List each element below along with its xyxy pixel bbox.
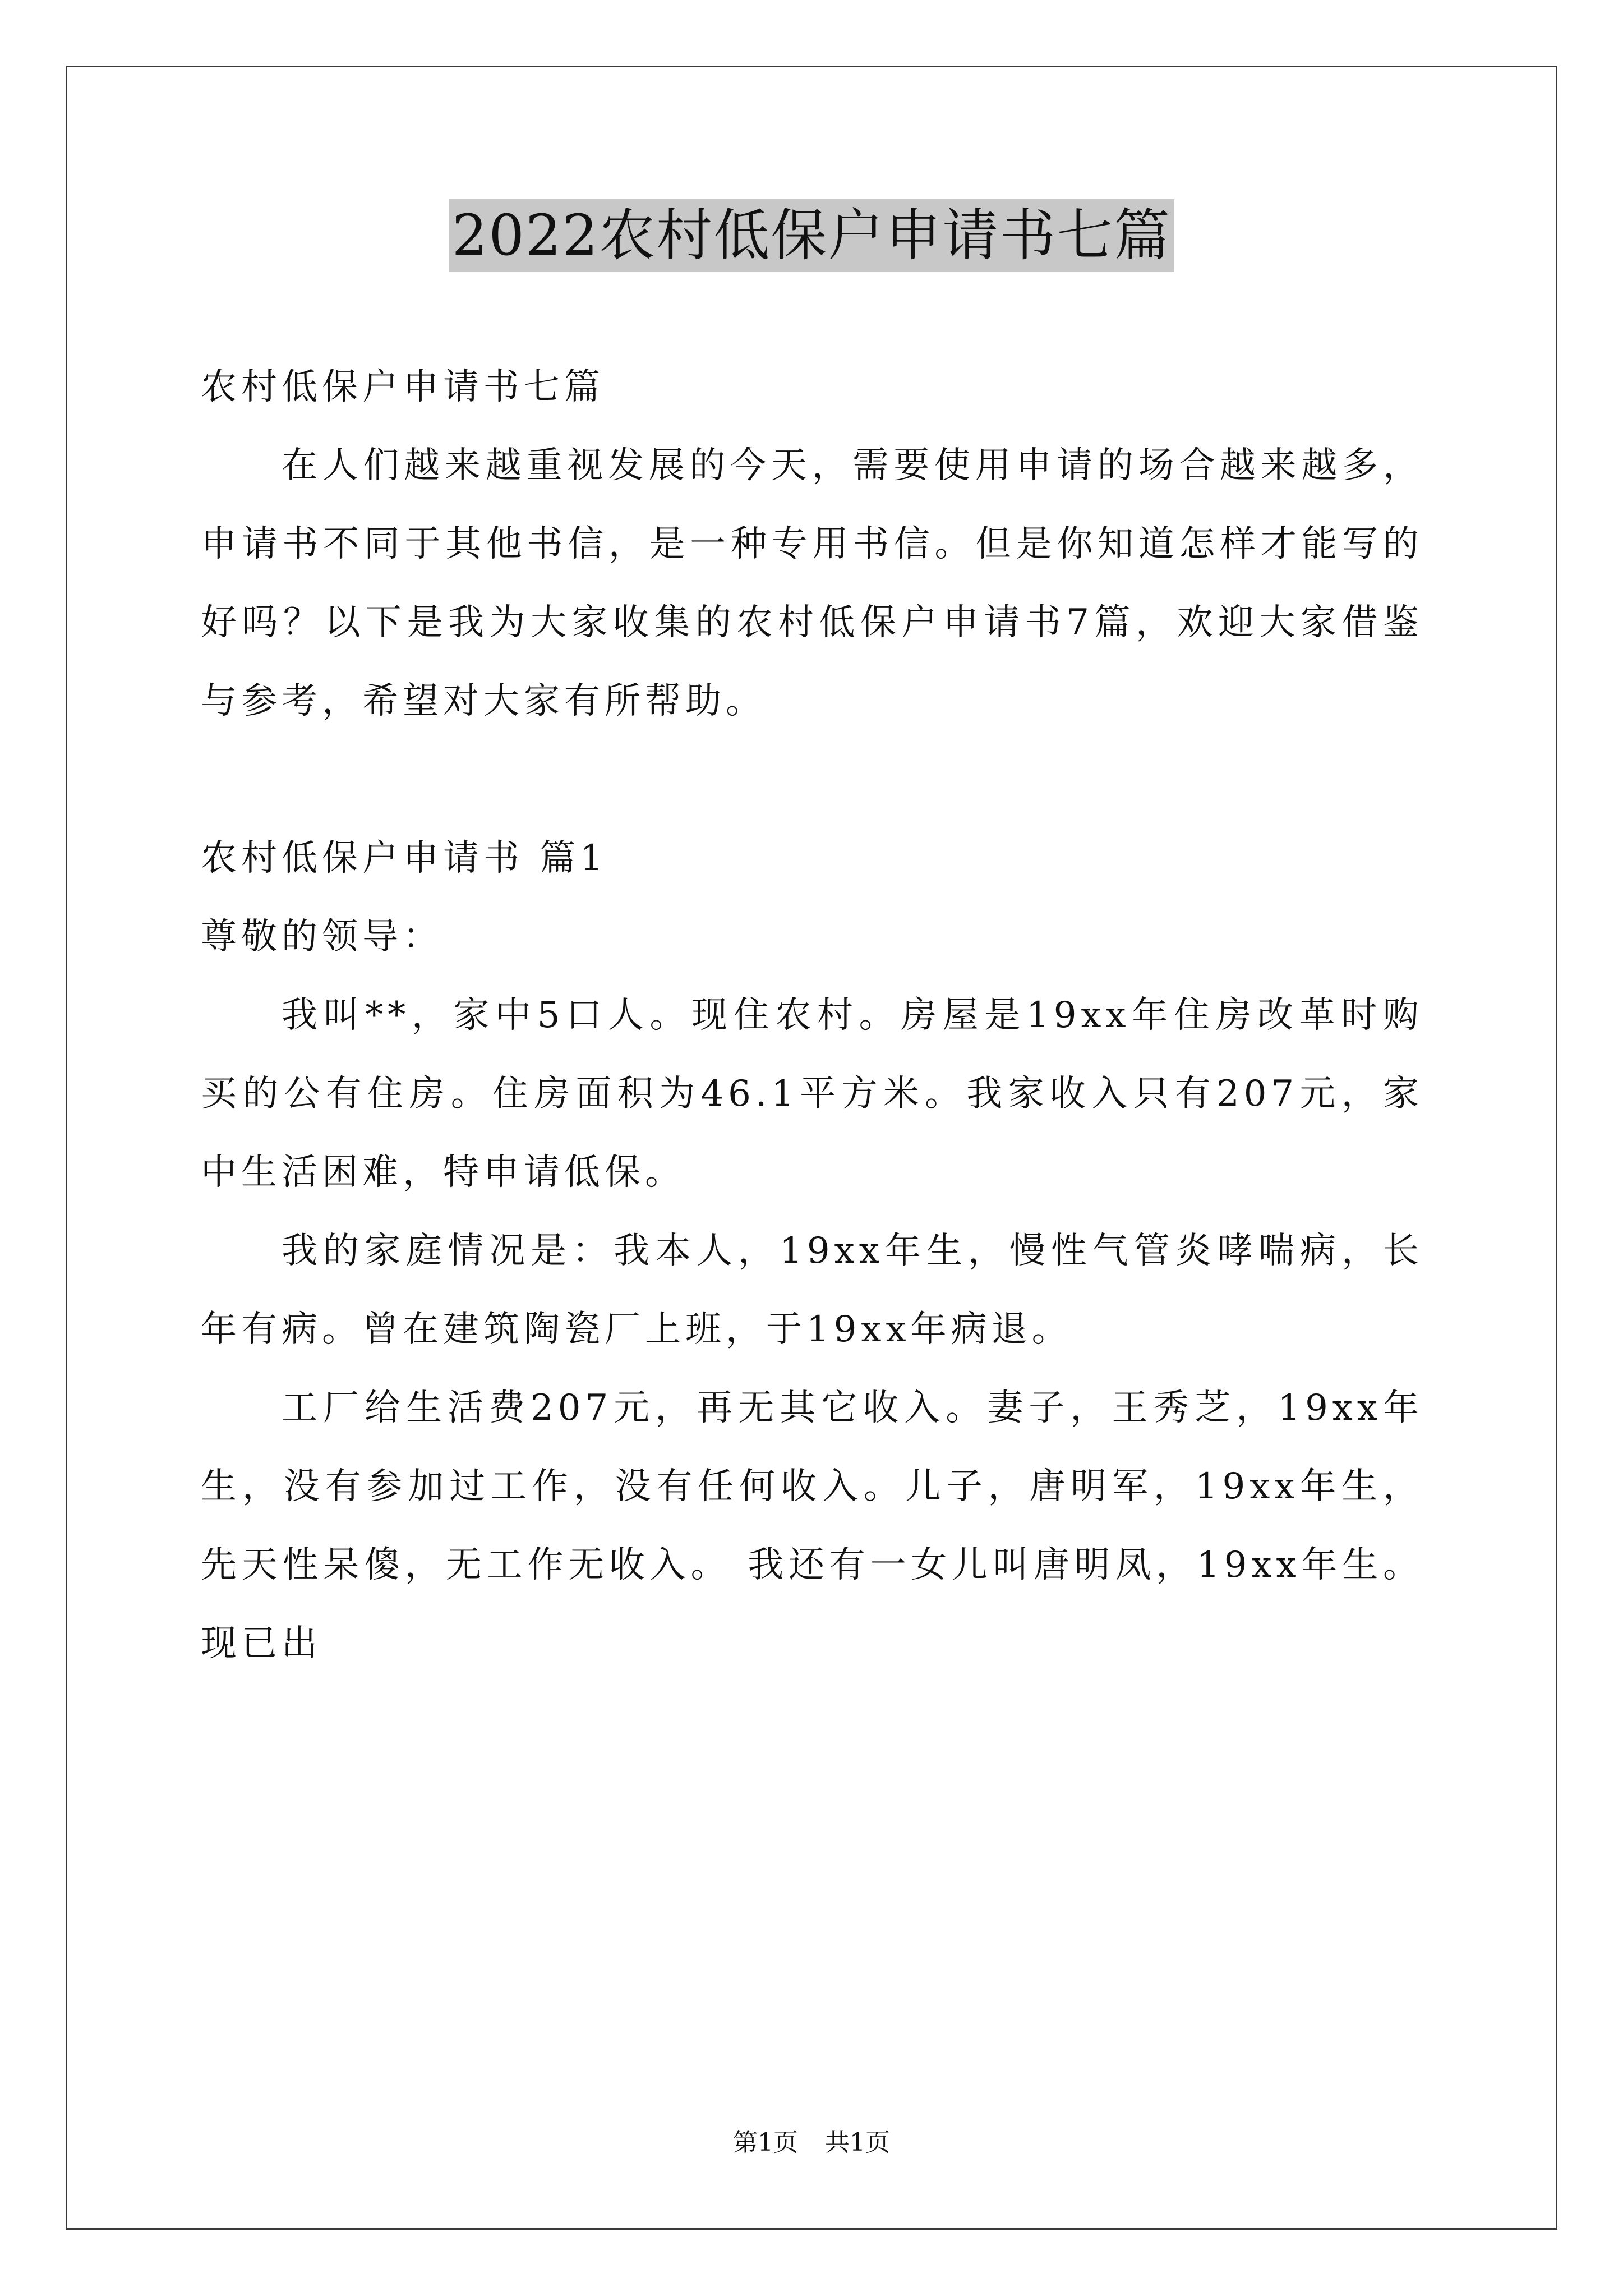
section-heading: 农村低保户申请书 篇1 [201,838,608,879]
body-paragraph-1: 我叫**，家中5口人。现住农村。房屋是19xx年住房改革时购买的公有住房。住房面积为46.1平方米。我家收入只有207元，家中生活困难，特申请低保。 [201,995,1423,1193]
page-footer [0,2126,1623,2160]
document-subtitle: 农村低保户申请书七篇 [201,366,605,408]
page-number: 第1页 [733,2128,798,2157]
intro-paragraph: 在人们越来越重视发展的今天，需要使用申请的场合越来越多，申请书不同于其他书信，是一种专用书信。但是你知道怎样才能写的好吗？以下是我为大家收集的农村低保户申请书7篇，欢迎大家借鉴与参考，希望对大家有所帮助。 [201,445,1423,722]
page-total: 共1页 [825,2128,890,2157]
salutation: 尊敬的领导： [201,916,443,958]
document-title: 2022农村低保户申请书七篇 [449,199,1175,272]
body-paragraph-2: 我的家庭情况是：我本人，19xx年生，慢性气管炎哮喘病，长年有病。曾在建筑陶瓷厂上班，于19xx年病退。 [201,1230,1423,1350]
section-spacer [201,740,1423,819]
document-body [201,348,1423,1683]
body-paragraph-3: 工厂给生活费207元，再无其它收入。妻子，王秀芝，19xx年生，没有参加过工作，没有任何收入。儿子，唐明军，19xx年生，先天性呆傻，无工作无收入。 我还有一女儿叫唐明凤，19xx年生。现已出 [201,1387,1423,1664]
title-container [0,199,1623,272]
